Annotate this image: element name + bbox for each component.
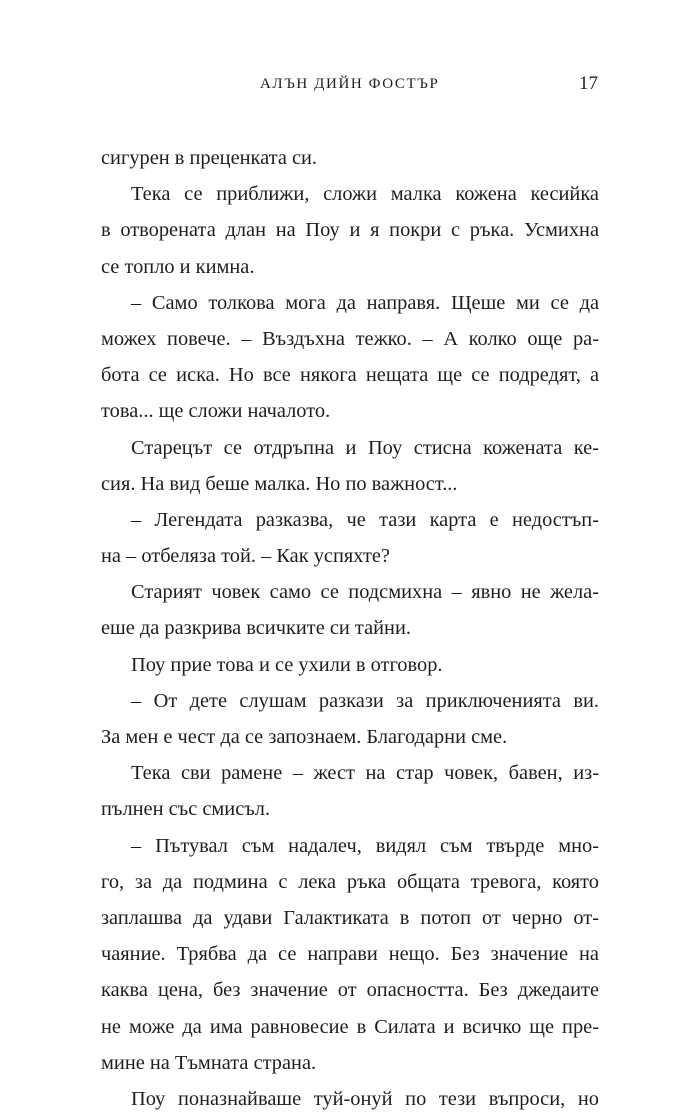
text-line: го, за да подмина с лека ръка общата тревога, която bbox=[101, 870, 599, 893]
text-line: чаяние. Трябва да се направи нещо. Без значение на bbox=[101, 943, 599, 966]
text-line: За мен е чест да се запознаем. Благодарни сме. bbox=[101, 726, 508, 748]
text-line: еше да разкрива всичките си тайни. bbox=[101, 617, 411, 640]
text-line: – Пътувал съм надалеч, видял съм твърде мно- bbox=[131, 834, 599, 857]
body-text bbox=[101, 140, 599, 1117]
text-line: каква цена, без значение от опасността. Без джедаите bbox=[101, 979, 599, 1002]
text-line: – Само толкова мога да направя. Щеше ми се да bbox=[131, 291, 599, 314]
text-line: можех повече. – Въздъхна тежко. – А колко още ра- bbox=[101, 327, 599, 350]
text-line: Поу поназнайваше туй-онуй по тези въпроси, но bbox=[131, 1087, 599, 1110]
text-line: на – отбеляза той. – Как успяхте? bbox=[101, 545, 390, 568]
text-line: това... ще сложи началото. bbox=[101, 400, 331, 423]
page-number: 17 bbox=[579, 73, 598, 94]
text-line: Тека се приближи, сложи малка кожена кесийка bbox=[131, 183, 599, 206]
text-line: бота се иска. Но все някога нещата ще се подредят, а bbox=[101, 364, 599, 387]
text-line: се топло и кимна. bbox=[101, 255, 255, 278]
text-line: Поу прие това и се ухили в отговор. bbox=[131, 653, 443, 676]
text-line: Тека сви рамене – жест на стар човек, бавен, из- bbox=[131, 762, 599, 785]
text-line: – Легендата разказва, че тази карта е недостъп- bbox=[131, 508, 599, 531]
text-line: пълнен със смисъл. bbox=[101, 798, 271, 821]
text-line: сия. На вид беше малка. Но по важност... bbox=[101, 472, 458, 495]
text-line: сигурен в преценката си. bbox=[101, 147, 318, 169]
text-line: Старият човек само се подсмихна – явно не жела- bbox=[131, 581, 599, 604]
running-header-author: АЛЪН ДИЙН ФОСТЪР bbox=[260, 76, 440, 92]
text-line: заплашва да удави Галактиката в потоп от черно от- bbox=[101, 906, 599, 929]
text-line: Старецът се отдръпна и Поу стисна кожената ке- bbox=[131, 436, 599, 459]
text-line: мине на Тъмната страна. bbox=[101, 1051, 317, 1074]
running-header bbox=[100, 72, 600, 96]
text-line: в отворената длан на Поу и я покри с ръка. Усмихна bbox=[101, 219, 599, 242]
text-line: не може да има равновесие в Силата и всичко ще пре- bbox=[101, 1015, 599, 1038]
text-line: – От дете слушам разкази за приключенията ви. bbox=[131, 689, 599, 712]
